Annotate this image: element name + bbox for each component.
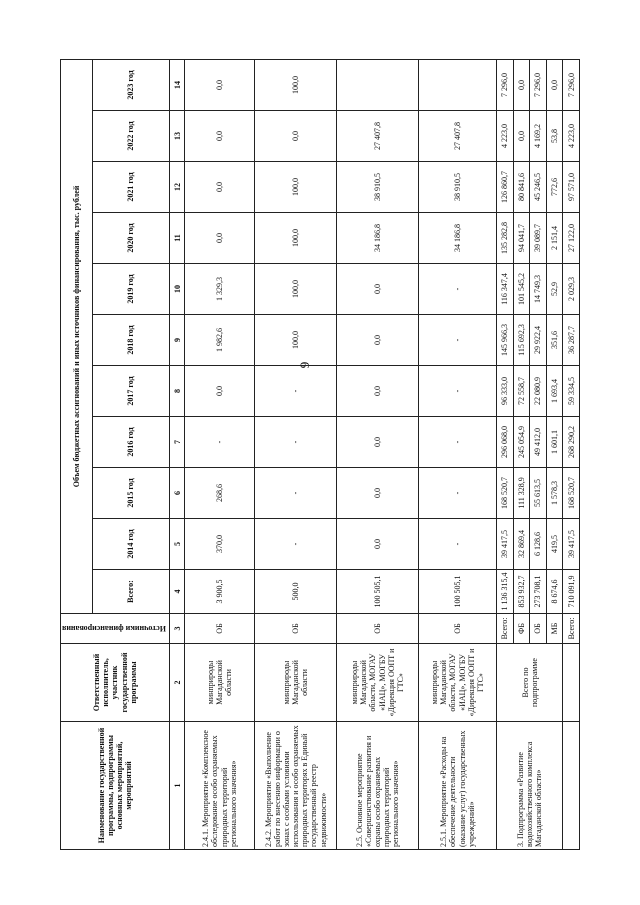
row-value: 1 693,4 <box>546 366 563 417</box>
row-value: 4 223,0 <box>563 111 580 162</box>
row-source: МБ <box>546 614 563 644</box>
row-value: 268,6 <box>185 468 255 519</box>
row-value: 55 613,5 <box>530 468 547 519</box>
row-value: 72 558,7 <box>513 366 530 417</box>
row-value: 7 296,0 <box>530 59 547 110</box>
row-value: - <box>255 519 337 570</box>
row-value: 36 287,7 <box>563 315 580 366</box>
row-value: - <box>419 366 497 417</box>
row-value: - <box>419 519 497 570</box>
row-value: 96 333,0 <box>497 366 514 417</box>
row-value: 0,0 <box>255 111 337 162</box>
row-executor: минприроды Магаданской области <box>185 644 255 722</box>
row-value: 8 674,6 <box>546 570 563 614</box>
row-value: 1 578,3 <box>546 468 563 519</box>
row-name: 2.5.1. Мероприятие «Расходы на обеспечение деятельности (оказание услуг) государственных учреждений» <box>419 722 497 850</box>
subprogram-name: 3. Подпрограмма «Развитие водохозяйственного комплекса Магаданской области» <box>497 722 563 850</box>
row-source: ОБ <box>255 614 337 644</box>
row-value: 97 571,0 <box>563 162 580 213</box>
column-index-row <box>170 59 185 849</box>
row-value: 100 505,1 <box>419 570 497 614</box>
header-total: Всего: <box>92 570 169 614</box>
header-year: 2020 год <box>92 213 169 264</box>
index-cell: 4 <box>170 570 185 614</box>
row-value: 3 900,5 <box>185 570 255 614</box>
row-value: 52,9 <box>546 264 563 315</box>
row-value: 100,0 <box>255 59 337 110</box>
header-executor: Ответственный исполнитель, участник государственной программы <box>61 644 170 722</box>
row-source: ФБ <box>513 614 530 644</box>
row-value: 1 601,1 <box>546 417 563 468</box>
row-value: 351,6 <box>546 315 563 366</box>
row-value: 1 982,6 <box>185 315 255 366</box>
row-value: 7 296,0 <box>497 59 514 110</box>
row-value: 111 328,9 <box>513 468 530 519</box>
row-value: 0,0 <box>337 468 419 519</box>
row-value: 39 417,5 <box>497 519 514 570</box>
row-name: 2.4.2. Мероприятие «Выполнение работ по внесению информации о зонах с особыми условиями использования и особо охраняемых природных территорях в Единый государственный реестр недвижимости» <box>255 722 337 850</box>
row-value: 245 054,9 <box>513 417 530 468</box>
row-value: 32 869,4 <box>513 519 530 570</box>
row-value: 4 223,0 <box>497 111 514 162</box>
index-cell: 9 <box>170 315 185 366</box>
row-value: 145 966,3 <box>497 315 514 366</box>
index-cell: 3 <box>170 614 185 644</box>
header-year: 2021 год <box>92 162 169 213</box>
index-cell: 7 <box>170 417 185 468</box>
row-source: Всего: <box>563 614 580 644</box>
row-value: 27 407,8 <box>419 111 497 162</box>
subprogram-row <box>563 59 580 849</box>
header-name: Наименование государственной программы, подпрограммы основных мероприятий, мероприятий <box>61 722 170 850</box>
row-value: 6 128,6 <box>530 519 547 570</box>
header-source-label: Источники финансирования <box>62 624 166 634</box>
index-cell: 1 <box>170 722 185 850</box>
table-row <box>255 59 337 849</box>
row-value: 0,0 <box>337 366 419 417</box>
row-value: - <box>419 264 497 315</box>
header-year: 2018 год <box>92 315 169 366</box>
row-executor: минприроды Магаданской области <box>255 644 337 722</box>
row-value: 370,0 <box>185 519 255 570</box>
blank-cell <box>563 722 580 850</box>
row-executor: минприроды Магаданской области, МОГАУ «ИАЦ», МОГБУ «Дирекция ООПТ и ГТС» <box>419 644 497 722</box>
row-value: 0,0 <box>513 59 530 110</box>
header-source <box>61 614 170 644</box>
index-cell: 10 <box>170 264 185 315</box>
index-cell: 13 <box>170 111 185 162</box>
row-value: - <box>419 417 497 468</box>
row-value: 100 505,1 <box>337 570 419 614</box>
row-value: 115 692,3 <box>513 315 530 366</box>
index-cell: 11 <box>170 213 185 264</box>
row-value: 296 068,0 <box>497 417 514 468</box>
index-cell: 2 <box>170 644 185 722</box>
header-year: 2023 год <box>92 59 169 110</box>
index-cell: 14 <box>170 59 185 110</box>
page-number: 9 <box>297 361 312 369</box>
row-value: 27 122,0 <box>563 213 580 264</box>
subprogram-row <box>497 59 514 849</box>
row-value: 2 029,3 <box>563 264 580 315</box>
row-value: 38 910,5 <box>419 162 497 213</box>
row-value: 419,5 <box>546 519 563 570</box>
row-source: ОБ <box>337 614 419 644</box>
row-value: 0,0 <box>185 59 255 110</box>
row-source: Всего: <box>497 614 514 644</box>
index-cell: 8 <box>170 366 185 417</box>
row-value: 0,0 <box>337 264 419 315</box>
row-source: ОБ <box>419 614 497 644</box>
row-value: 49 412,0 <box>530 417 547 468</box>
row-value: 34 186,8 <box>419 213 497 264</box>
row-value: 34 186,8 <box>337 213 419 264</box>
row-value: 135 282,8 <box>497 213 514 264</box>
row-value: 0,0 <box>185 111 255 162</box>
row-value: 22 080,9 <box>530 366 547 417</box>
row-value: 100,0 <box>255 315 337 366</box>
row-value: 39 417,5 <box>563 519 580 570</box>
row-value: 500,0 <box>255 570 337 614</box>
row-value: 94 041,7 <box>513 213 530 264</box>
row-source: ОБ <box>530 614 547 644</box>
index-cell: 12 <box>170 162 185 213</box>
row-name: 2.5. Основное мероприятие «Совершенствование развития и охраны особо охраняемых природных территорий регионального значения» <box>337 722 419 850</box>
row-value: - <box>185 417 255 468</box>
row-value: 7 296,0 <box>563 59 580 110</box>
row-value <box>337 59 419 110</box>
row-value: - <box>255 366 337 417</box>
budget-table <box>60 59 580 850</box>
row-value: 0,0 <box>185 213 255 264</box>
header-year: 2019 год <box>92 264 169 315</box>
row-value: 0,0 <box>185 366 255 417</box>
row-value: 126 860,7 <box>497 162 514 213</box>
row-value: 0,0 <box>337 315 419 366</box>
row-value: - <box>419 315 497 366</box>
row-name: 2.4.1. Мероприятие «Комплексное обследование особо охраняемых природных территорий регионального значения» <box>185 722 255 850</box>
row-value: 853 932,7 <box>513 570 530 614</box>
table-row <box>185 59 255 849</box>
row-value: 100,0 <box>255 213 337 264</box>
row-value: 710 091,9 <box>563 570 580 614</box>
row-value: 168 520,7 <box>563 468 580 519</box>
row-value: 1 329,3 <box>185 264 255 315</box>
blank-cell <box>563 644 580 722</box>
row-value: - <box>419 468 497 519</box>
row-value: 116 347,4 <box>497 264 514 315</box>
budget-table-sheet <box>60 60 580 850</box>
row-value: 268 290,2 <box>563 417 580 468</box>
row-value: 273 708,1 <box>530 570 547 614</box>
header-funding-group: Объем бюджетных ассигнований и иных источников финансирования, тыс. рублей <box>61 59 93 613</box>
row-value: 1 136 315,4 <box>497 570 514 614</box>
row-value: 0,0 <box>546 59 563 110</box>
row-value: 39 089,7 <box>530 213 547 264</box>
header-year: 2016 год <box>92 417 169 468</box>
row-value: 45 246,5 <box>530 162 547 213</box>
row-value: 27 407,8 <box>337 111 419 162</box>
row-value: 0,0 <box>337 519 419 570</box>
table-row <box>337 59 419 849</box>
header-year: 2022 год <box>92 111 169 162</box>
row-value: 53,8 <box>546 111 563 162</box>
index-cell: 6 <box>170 468 185 519</box>
row-value: 80 841,6 <box>513 162 530 213</box>
header-year: 2014 год <box>92 519 169 570</box>
row-value: 100,0 <box>255 162 337 213</box>
row-value: 14 749,3 <box>530 264 547 315</box>
header-row-1 <box>61 59 93 849</box>
row-executor: минприроды Магаданской области, МОГАУ «ИАЦ», МОГБУ «Дирекция ООПТ и ГТС» <box>337 644 419 722</box>
row-value: 168 520,7 <box>497 468 514 519</box>
subprogram-executor: Всего по подпрограмме <box>497 644 563 722</box>
row-value: - <box>255 468 337 519</box>
header-year: 2015 год <box>92 468 169 519</box>
row-value: 100,0 <box>255 264 337 315</box>
row-value: - <box>255 417 337 468</box>
row-source: ОБ <box>185 614 255 644</box>
row-value <box>419 59 497 110</box>
index-cell: 5 <box>170 519 185 570</box>
row-value: 0,0 <box>337 417 419 468</box>
row-value: 2 151,4 <box>546 213 563 264</box>
row-value: 4 169,2 <box>530 111 547 162</box>
row-value: 59 334,5 <box>563 366 580 417</box>
row-value: 101 545,2 <box>513 264 530 315</box>
row-value: 0,0 <box>513 111 530 162</box>
table-row <box>419 59 497 849</box>
row-value: 29 922,4 <box>530 315 547 366</box>
row-value: 772,6 <box>546 162 563 213</box>
row-value: 38 910,5 <box>337 162 419 213</box>
header-year: 2017 год <box>92 366 169 417</box>
row-value: 0,0 <box>185 162 255 213</box>
